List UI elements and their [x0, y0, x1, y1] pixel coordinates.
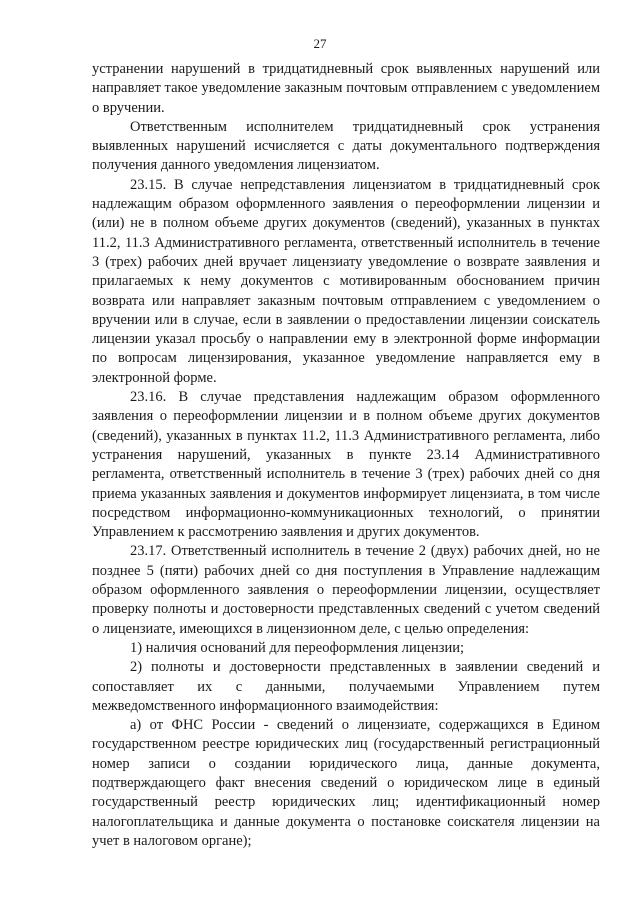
paragraph-23-16: 23.16. В случае представления надлежащим образом оформленного заявления о переоформлении лицензии и в полном объеме других документов (сведений), указанных в пунктах 11.2, 11.3 Административного регламента, либо устранения нарушений, указанных в пункте 23.14 Административного регламента, ответственный исполнитель в течение 3 (трех) рабочих дней со дня приема указанных заявления и документов информирует лицензиата, в том числе посредством информационно-коммуникационных технологий, о принятии Управлением к рассмотрению заявления и других документов.	[92, 389, 600, 541]
sub-list-item: а) от ФНС России - сведений о лицензиате, содержащихся в Едином государственном реестре юридических лиц (государственный регистрационный номер записи о создании юридического лица, данные документа, подтверждающего факт внесения сведений о юридическом лице в единый государственный реестр юридических лиц; идентификационный номер налогоплательщика и данные документа о постановке соискателя лицензии на учет в налоговом органе);	[92, 717, 600, 849]
list-item: 1) наличия оснований для переоформления лицензии;	[130, 639, 465, 656]
paragraph-23-15: 23.15. В случае непредставления лицензиатом в тридцатидневный срок надлежащим образом оформленного заявления о переоформлении лицензии и (или) не в полном объеме других документов (сведений), указанных в пунктах 11.2, 11.3 Административного регламента, ответственный исполнитель в течение 3 (трех) рабочих дней вручает лицензиату уведомление о возврате заявления и прилагаемых к нему документов с мотивированным обоснованием причин возврата или направляет заказным почтовым отправлением с уведомлением о вручении или в случае, если в заявлении о предоставлении лицензии соискатель лицензии указал просьбу о направлении ему в электронной форме информации по вопросам лицензирования, указанное уведомление направляется ему в электронной форме.	[92, 176, 600, 386]
document-body	[92, 60, 600, 851]
paragraph-23-17: 23.17. Ответственный исполнитель в течение 2 (двух) рабочих дней, но не позднее 5 (пяти) рабочих дней со дня поступления в Управление надлежащим образом оформленного заявления о переоформлении лицензии, осуществляет проверку полноты и достоверности представленных сведений с учетом сведений о лицензиате, имеющихся в лицензионном деле, с целью определения:	[92, 543, 600, 637]
paragraph: устранении нарушений в тридцатидневный срок выявленных нарушений или направляет такое уведомление заказным почтовым отправлением с уведомлением о вручении.	[92, 61, 600, 116]
paragraph: Ответственным исполнителем тридцатидневный срок устранения выявленных нарушений исчисляется с даты документального подтверждения получения данного уведомления лицензиатом.	[92, 118, 600, 174]
list-item: 2) полноты и достоверности представленных в заявлении сведений и сопоставляет их с данными, получаемыми Управлением путем межведомственного информационного взаимодействия:	[92, 659, 600, 714]
page-number: 27	[313, 36, 327, 51]
